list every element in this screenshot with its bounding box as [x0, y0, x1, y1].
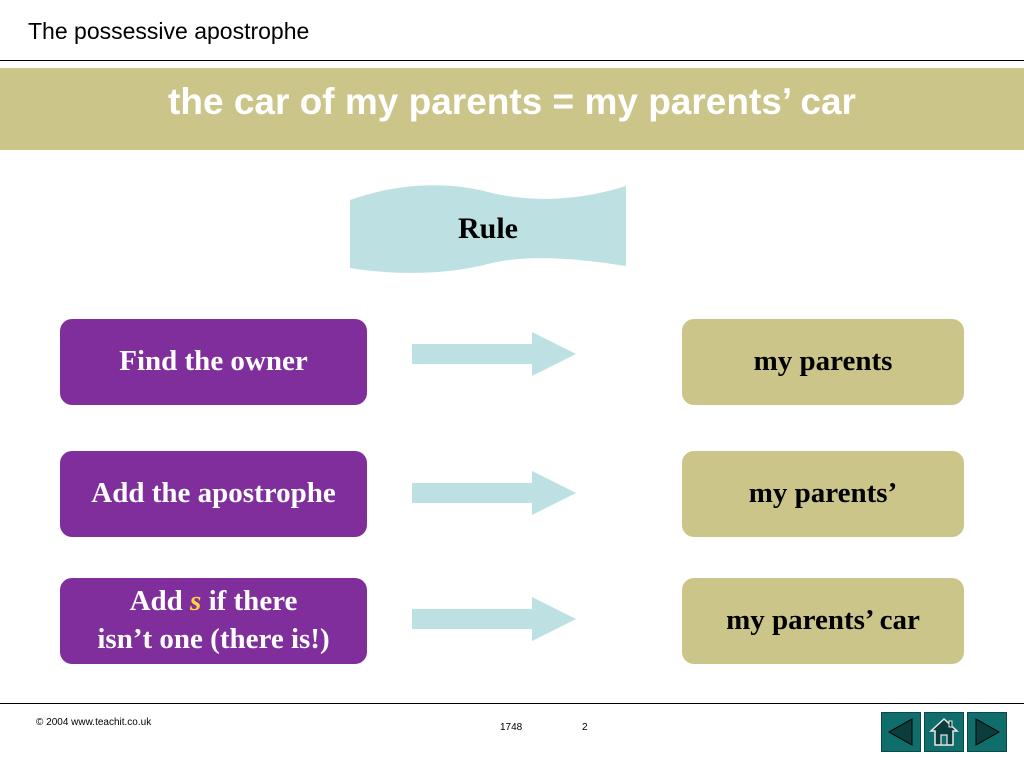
result-my-parents-apostrophe [682, 451, 964, 537]
slide-id: 1748 [500, 722, 523, 733]
step-add-s [60, 578, 367, 664]
instruction-line2: isn’t one (there is!) [97, 623, 330, 655]
arrow-icon [412, 332, 576, 376]
result-my-parents-car [682, 578, 964, 664]
left-triangle-icon [886, 717, 916, 747]
rule-label: Rule [458, 212, 518, 245]
result-my-parents [682, 319, 964, 405]
step-instruction: Add the apostrophe [91, 477, 336, 510]
bottom-divider [0, 703, 1024, 704]
step-add-apostrophe [60, 451, 367, 537]
arrow-icon [412, 471, 576, 515]
instruction-pre: Add [129, 585, 191, 618]
step-result: my parents’ car [726, 604, 920, 637]
right-triangle-icon [972, 717, 1002, 747]
step-instruction: Find the owner [119, 345, 308, 378]
step-result: my parents’ [748, 477, 898, 510]
next-slide-button[interactable] [967, 712, 1007, 752]
home-icon [928, 716, 960, 748]
banner-text: the car of my parents = my parents’ car [168, 81, 856, 122]
banner [0, 68, 1024, 150]
slide-title: The possessive apostrophe [28, 18, 310, 44]
home-button[interactable] [924, 712, 964, 752]
step-find-owner [60, 319, 367, 405]
instruction-post: if there [201, 585, 298, 618]
copyright-text: © 2004 www.teachit.co.uk [36, 717, 152, 728]
arrow-icon [412, 597, 576, 641]
instruction-s-highlight: s [190, 585, 202, 618]
previous-slide-button[interactable] [881, 712, 921, 752]
top-divider [0, 60, 1024, 61]
step-result: my parents [753, 345, 893, 378]
step-instruction [97, 583, 329, 658]
page-number: 2 [582, 722, 588, 733]
